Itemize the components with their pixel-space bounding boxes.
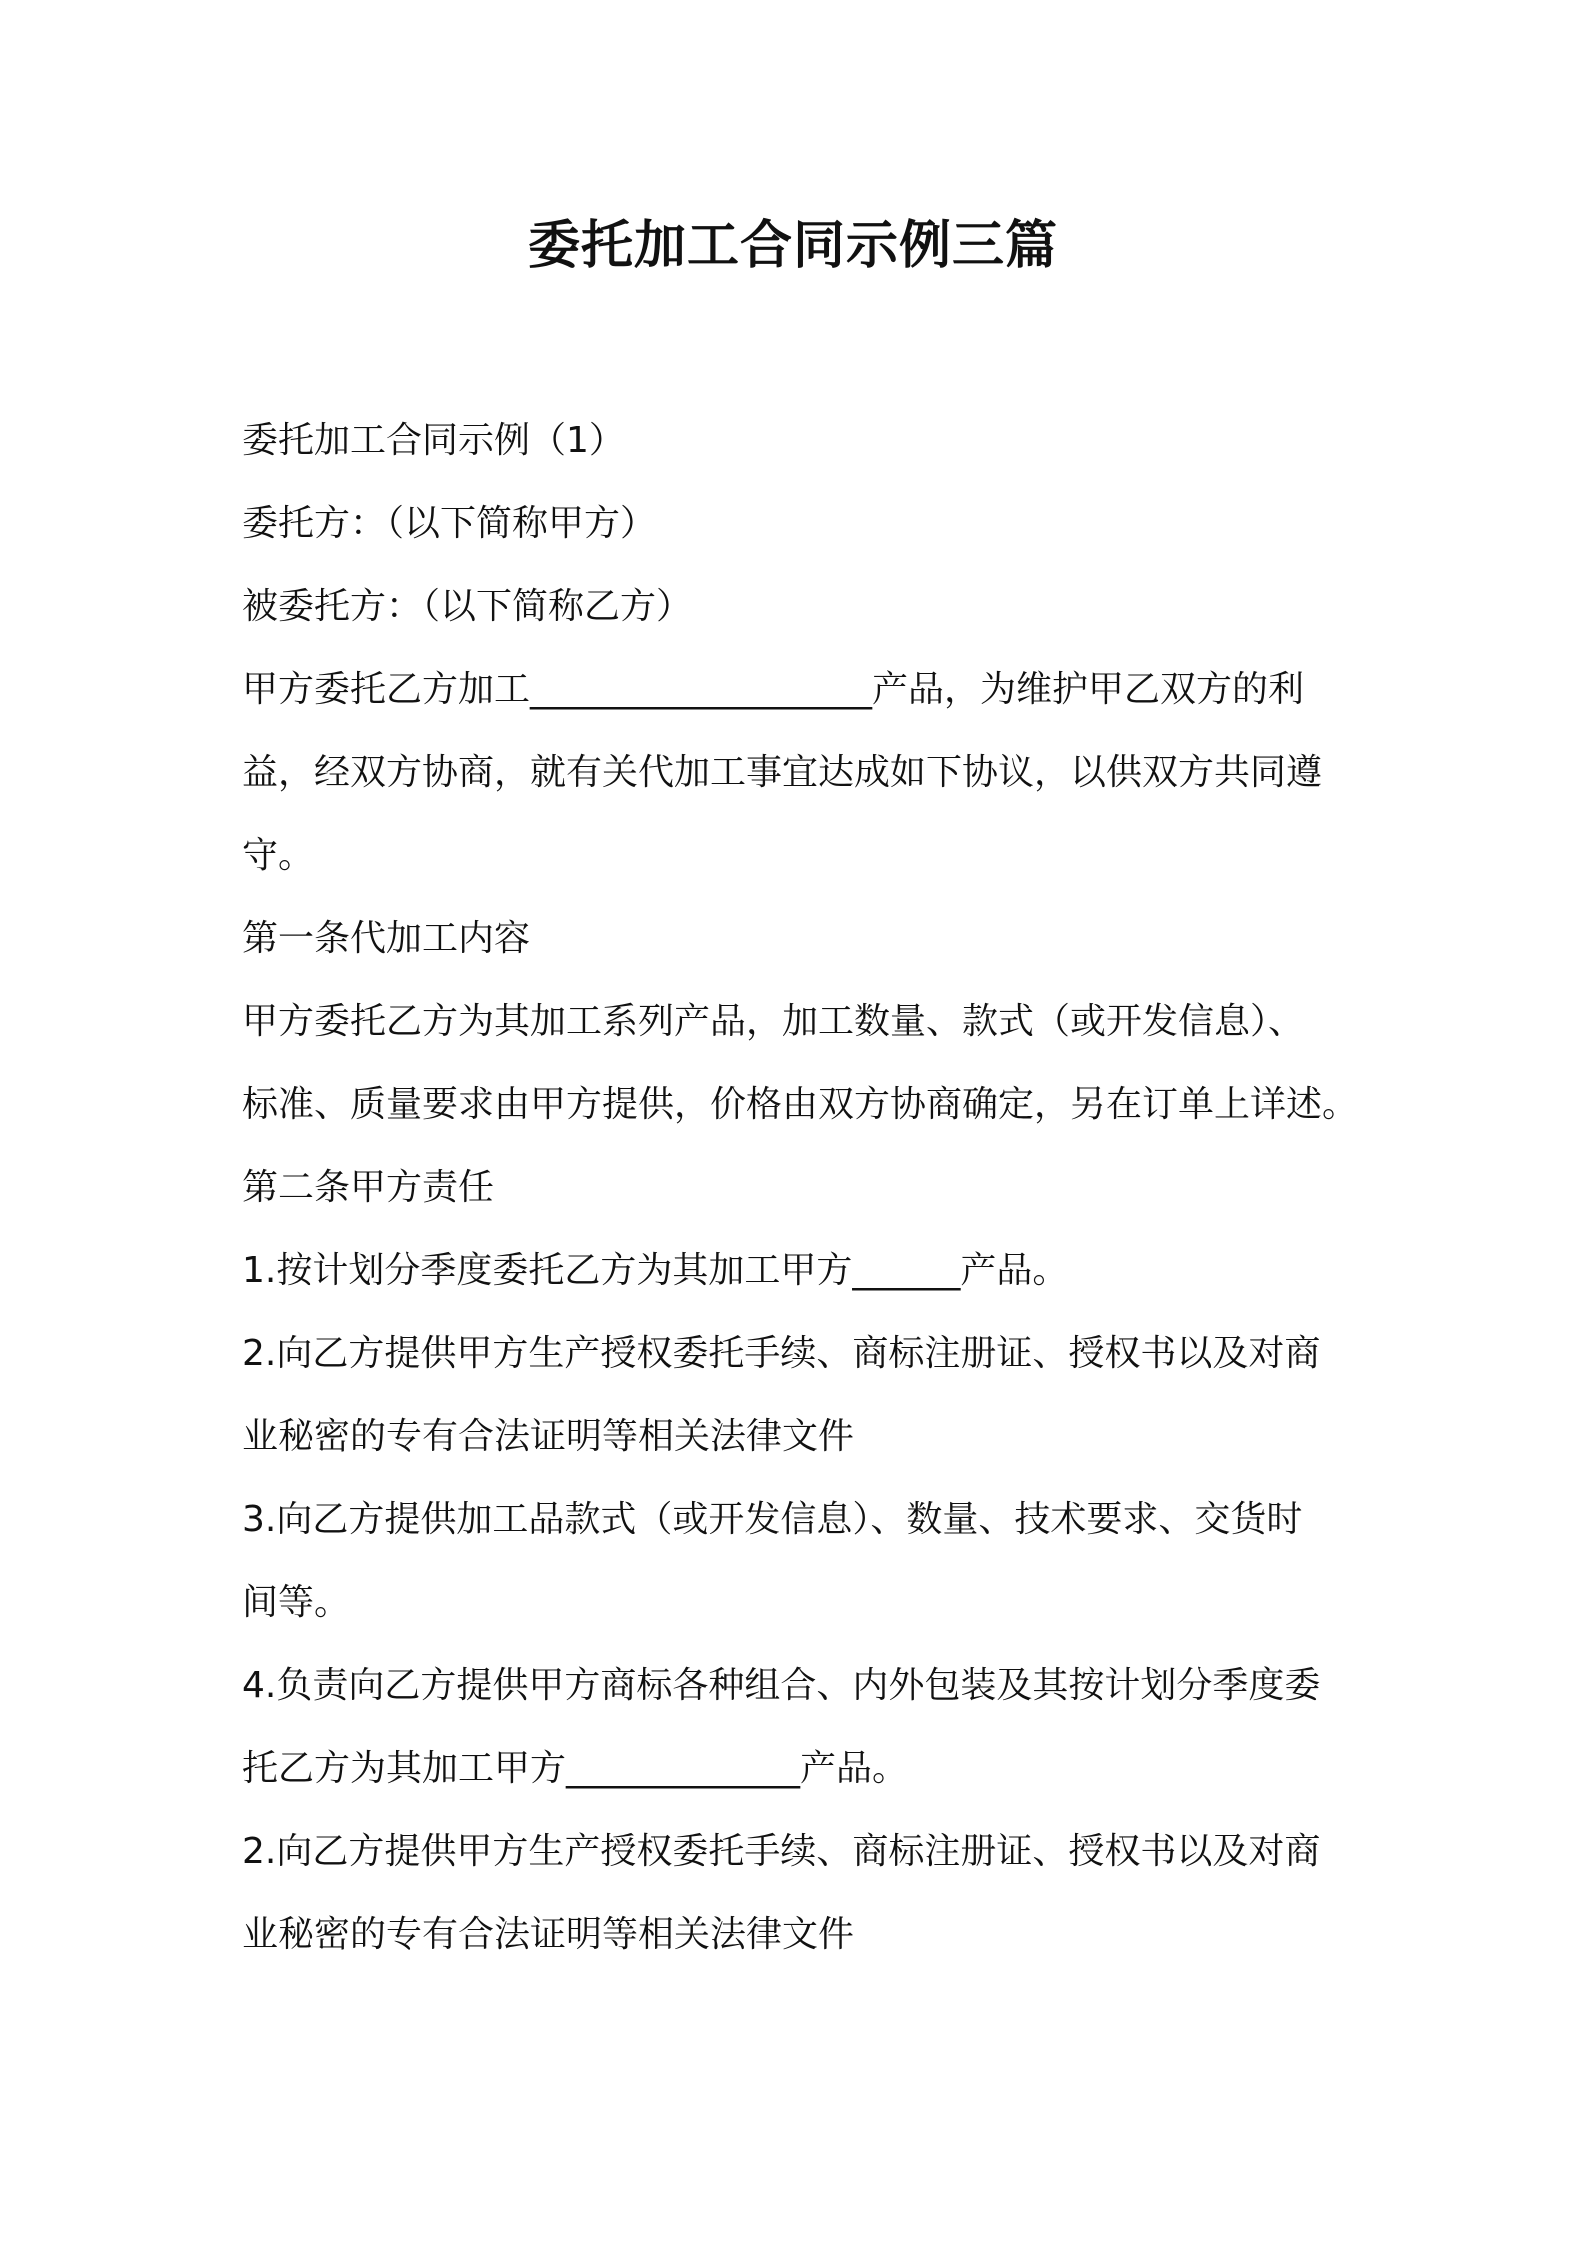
doc-line: 标准、质量要求由甲方提供，价格由双方协商确定，另在订单上详述。 bbox=[242, 1084, 1358, 1125]
document-title: 委托加工合同示例三篇 bbox=[527, 216, 1058, 276]
doc-line: 4.负责向乙方提供甲方商标各种组合、内外包装及其按计划分季度委 bbox=[242, 1665, 1321, 1706]
doc-line: 2.向乙方提供甲方生产授权委托手续、商标注册证、授权书以及对商 bbox=[242, 1333, 1321, 1374]
doc-line: 益，经双方协商，就有关代加工事宜达成如下协议，以供双方共同遵 bbox=[242, 752, 1323, 793]
doc-line: 委托加工合同示例（1） bbox=[242, 420, 625, 461]
doc-line: 被委托方：（以下简称乙方） bbox=[242, 586, 693, 627]
doc-line: 3.向乙方提供加工品款式（或开发信息）、数量、技术要求、交货时 bbox=[242, 1499, 1303, 1540]
doc-line: 业秘密的专有合法证明等相关法律文件 bbox=[242, 1914, 855, 1955]
doc-line: 1.按计划分季度委托乙方为其加工甲方______产品。 bbox=[242, 1250, 1069, 1291]
doc-line: 第一条代加工内容 bbox=[242, 918, 531, 959]
doc-line: 间等。 bbox=[242, 1582, 351, 1623]
doc-line: 甲方委托乙方加工___________________产品，为维护甲乙双方的利 bbox=[242, 669, 1305, 710]
doc-line: 业秘密的专有合法证明等相关法律文件 bbox=[242, 1416, 855, 1457]
doc-line: 托乙方为其加工甲方_____________产品。 bbox=[242, 1748, 909, 1789]
doc-line: 甲方委托乙方为其加工系列产品，加工数量、款式（或开发信息）、 bbox=[242, 1001, 1305, 1042]
doc-line: 守。 bbox=[242, 835, 315, 876]
doc-line: 2.向乙方提供甲方生产授权委托手续、商标注册证、授权书以及对商 bbox=[242, 1831, 1321, 1872]
doc-line: 第二条甲方责任 bbox=[242, 1167, 495, 1208]
doc-line: 委托方：（以下简称甲方） bbox=[242, 503, 657, 544]
document-body bbox=[242, 399, 1358, 1976]
